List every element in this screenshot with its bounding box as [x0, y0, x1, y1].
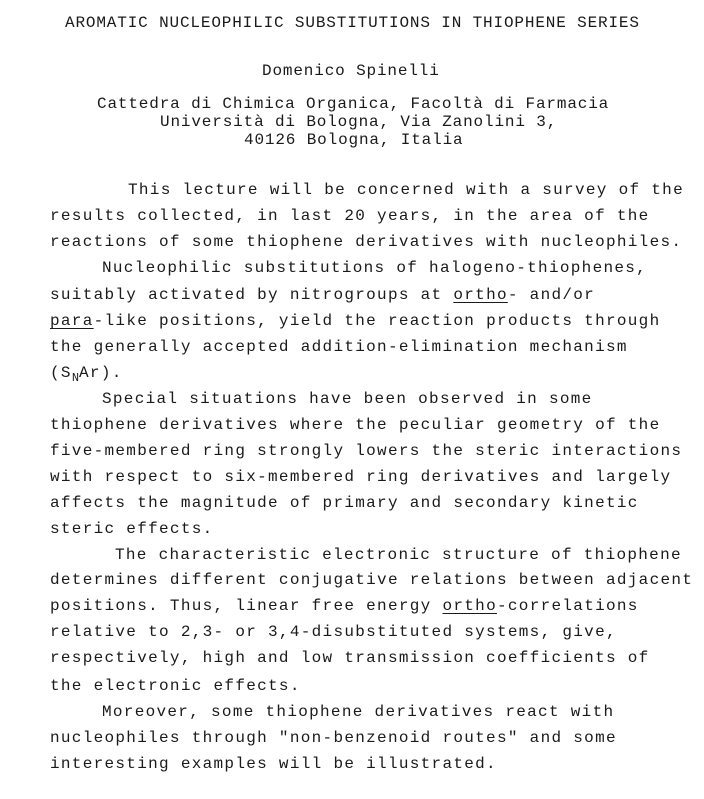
text-line	[50, 364, 123, 387]
text-line: results collected, in last 20 years, in the area of the	[50, 207, 650, 225]
text-segment: Ar).	[79, 364, 123, 382]
text-line: Moreover, some thiophene derivatives react with	[102, 703, 615, 721]
text-line: Nucleophilic substitutions of halogeno-thiophenes,	[102, 259, 648, 277]
text-line: affects the magnitude of primary and secondary kinetic	[50, 494, 639, 512]
text-line: the generally accepted addition-elimination mechanism	[50, 338, 628, 356]
text-line: nucleophiles through "non-benzenoid routes" and some	[50, 729, 617, 747]
text-segment: - and/or	[507, 286, 596, 304]
text-segment: (S	[50, 364, 72, 382]
text-line: respectively, high and low transmission coefficients of	[50, 649, 650, 667]
text-line: The characteristic electronic structure of thiophene	[115, 546, 682, 564]
text-line: the electronic effects.	[50, 677, 301, 695]
text-line	[50, 286, 595, 304]
text-segment: positions. Thus, linear free energy	[50, 597, 443, 615]
text-line: thiophene derivatives where the peculiar geometry of the	[50, 416, 661, 434]
text-line: interesting examples will be illustrated.	[50, 755, 497, 773]
document-title: AROMATIC NUCLEOPHILIC SUBSTITUTIONS IN THIOPHENE SERIES	[65, 14, 640, 32]
affiliation-line: Cattedra di Chimica Organica, Facoltà di Farmacia	[97, 95, 610, 113]
text-line: five-membered ring strongly lowers the steric interactions	[50, 442, 683, 460]
underlined-word: ortho	[442, 597, 497, 615]
text-segment: -correlations	[496, 597, 639, 615]
text-line: relative to 2,3- or 3,4-disubstituted systems, give,	[50, 623, 617, 641]
underlined-word: ortho	[453, 286, 508, 304]
text-line	[50, 597, 639, 615]
text-segment: -like positions, yield the reaction products through	[93, 312, 661, 330]
text-line: determines different conjugative relations between adjacent	[50, 571, 694, 589]
text-line	[50, 312, 661, 330]
text-line: steric effects.	[50, 520, 214, 538]
affiliation-line: 40126 Bologna, Italia	[244, 131, 464, 149]
text-line: reactions of some thiophene derivatives with nucleophiles.	[50, 233, 683, 251]
text-line: This lecture will be concerned with a survey of the	[128, 181, 684, 199]
subscript: N	[71, 371, 80, 385]
text-line: with respect to six-membered ring derivatives and largely	[50, 468, 672, 486]
author-name: Domenico Spinelli	[262, 62, 440, 80]
text-line: Special situations have been observed in some	[102, 390, 593, 408]
affiliation-line: Università di Bologna, Via Zanolini 3,	[160, 113, 558, 131]
text-segment: suitably activated by nitrogroups at	[50, 286, 454, 304]
underlined-word: para	[50, 312, 94, 330]
